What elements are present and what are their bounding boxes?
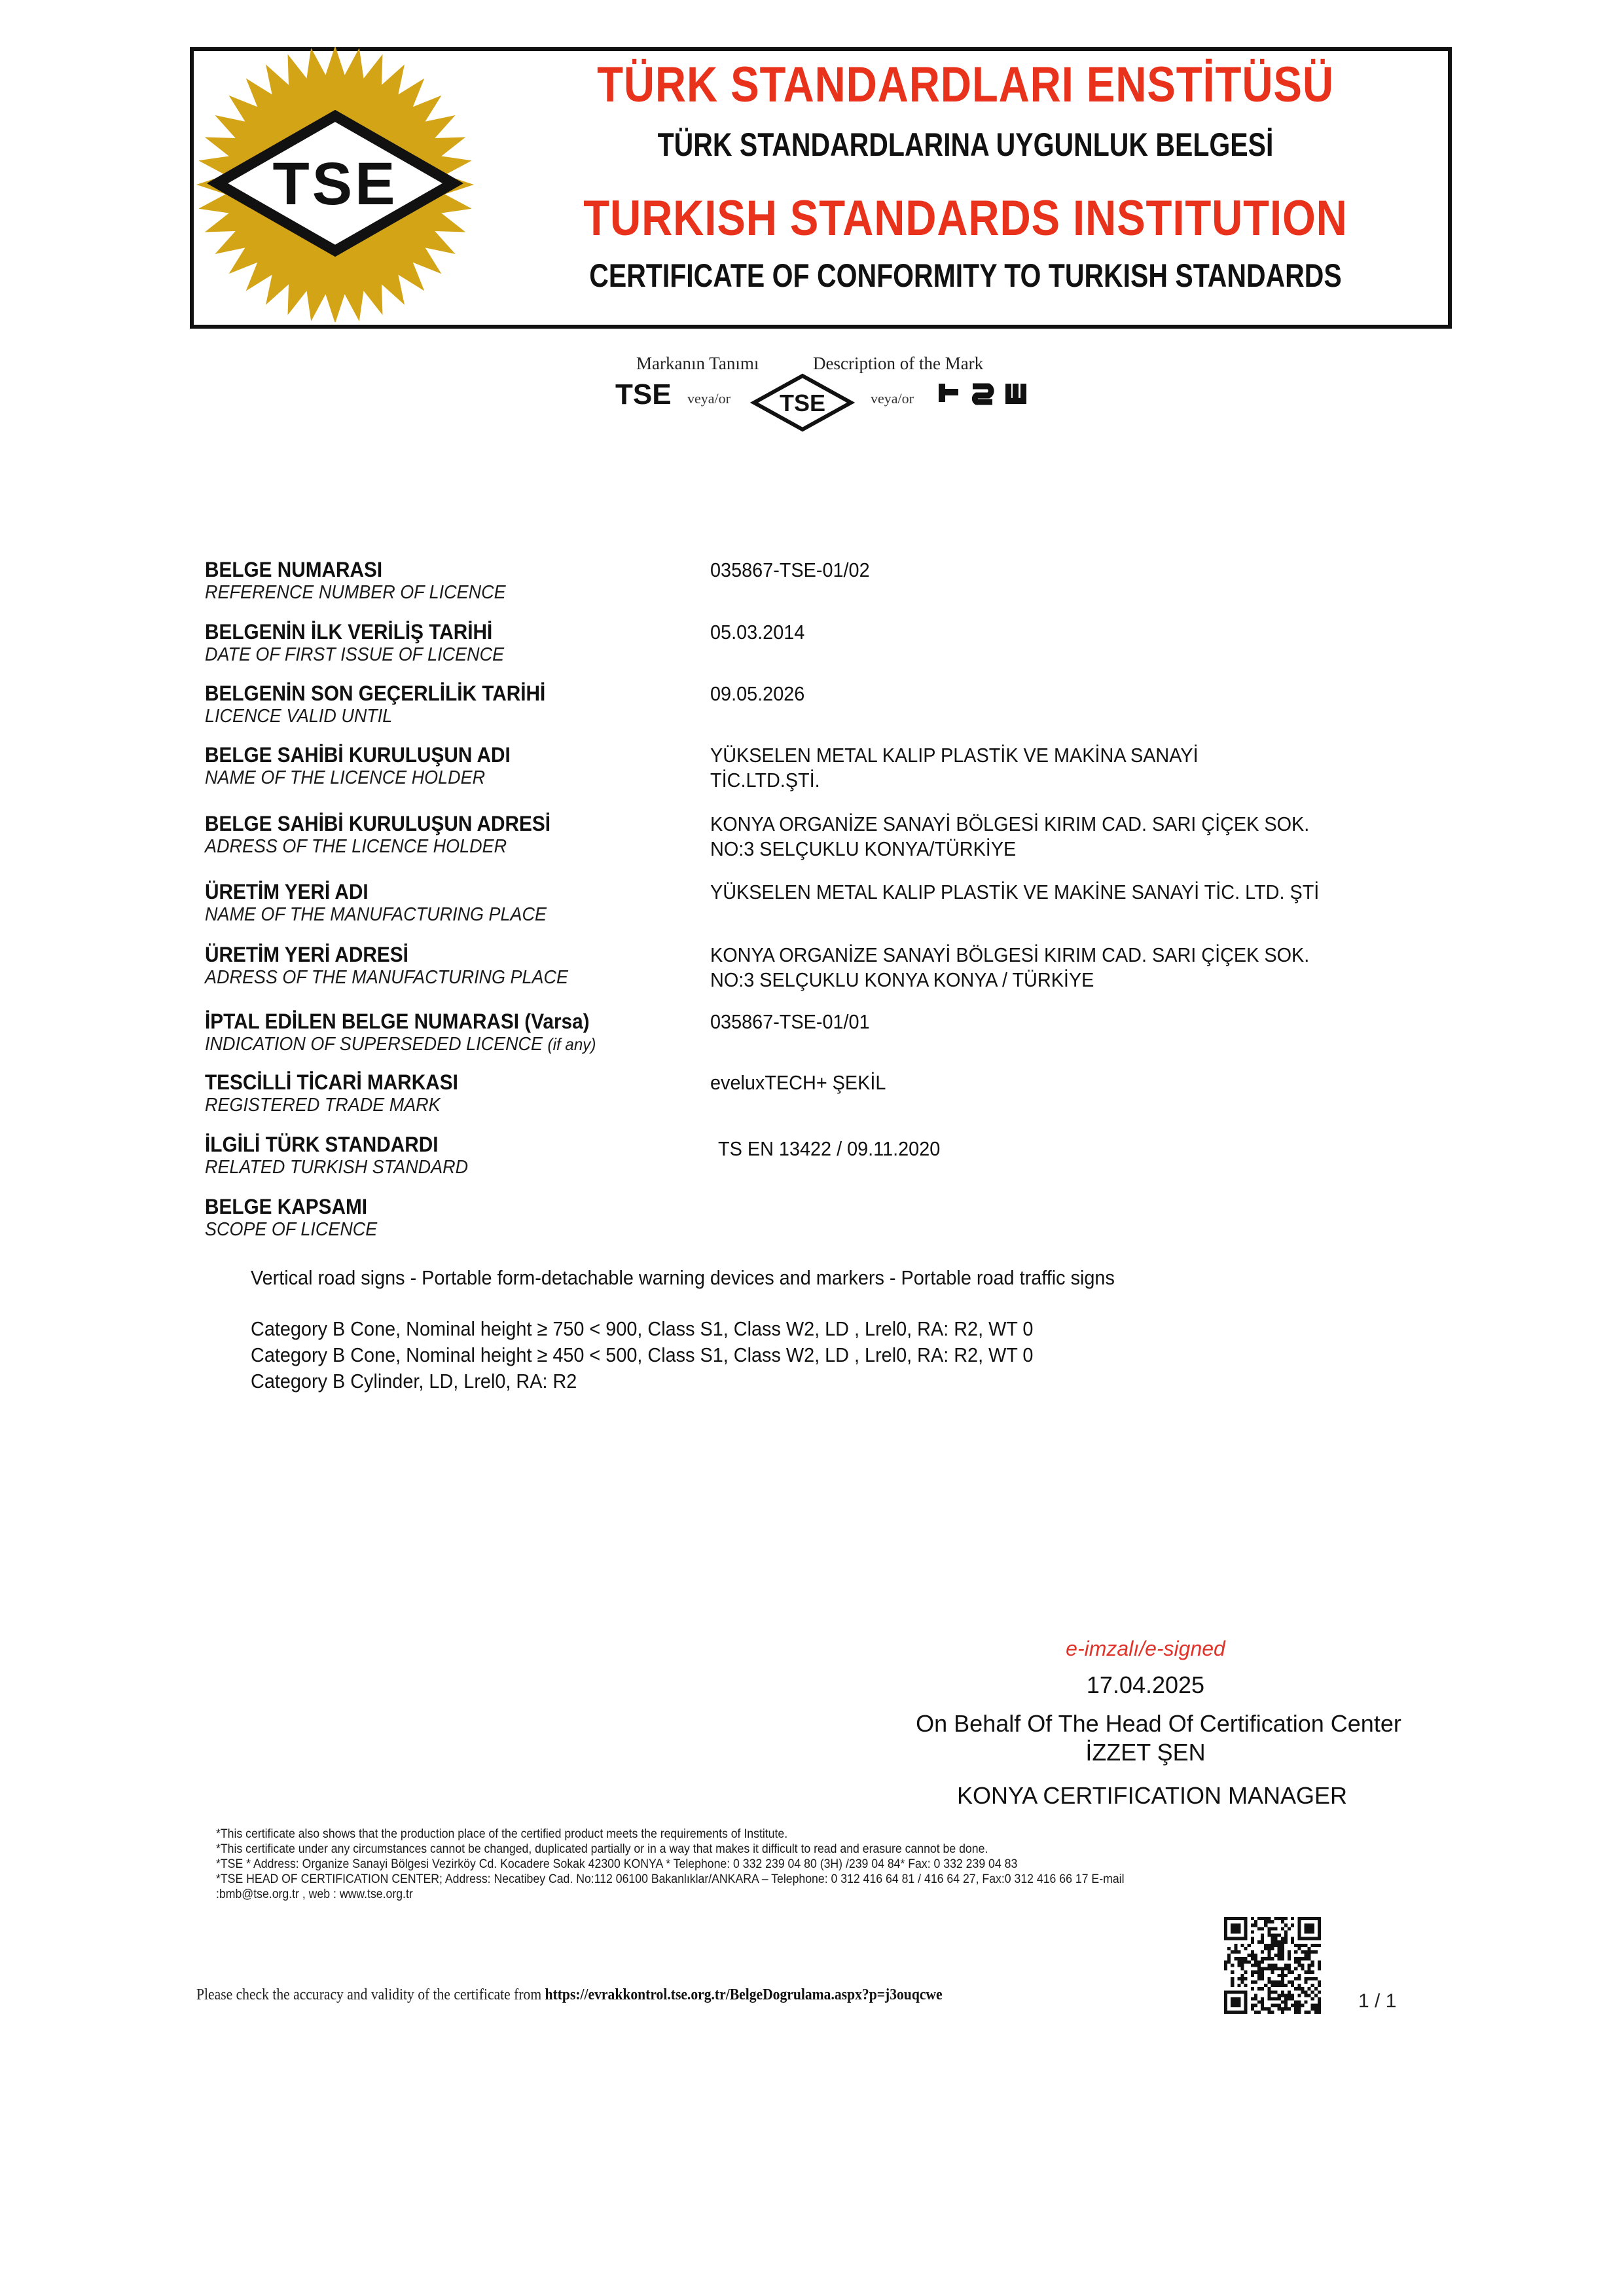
label-suffix: (Varsa) bbox=[524, 1010, 590, 1033]
signature-date: 17.04.2025 bbox=[1086, 1671, 1205, 1698]
tse-rotated-mark-icon bbox=[937, 381, 1029, 410]
field-trade-mark bbox=[205, 1070, 1449, 1116]
field-label-tr: İLGİLİ TÜRK STANDARDI bbox=[205, 1133, 439, 1156]
field-label-en: REFERENCE NUMBER OF LICENCE bbox=[205, 582, 506, 603]
field-value bbox=[718, 1137, 940, 1161]
scope-item: Category B Cone, Nominal height ≥ 750 < 900, Class S1, Class W2, LD , Lrel0, RA: R2, WT 0 bbox=[251, 1317, 1034, 1340]
title-en: TURKISH STANDARDS INSTITUTION bbox=[583, 191, 1348, 246]
field-label-en: NAME OF THE MANUFACTURING PLACE bbox=[205, 904, 547, 925]
field-first-issue-date bbox=[205, 620, 1449, 666]
footnote: *This certificate also shows that the production place of the certified product meets the requirements of Institute. bbox=[216, 1827, 788, 1841]
value-line: 05.03.2014 bbox=[710, 621, 805, 644]
footnote: *TSE HEAD OF CERTIFICATION CENTER; Address: Necatibey Cad. No:112 06100 Bakanlıklar/ANKARA – Telephone: 0 312 416 64 81 / 416 64 27, Fax:0 312 416 66 17 E-mail bbox=[216, 1872, 1125, 1886]
scope-item: Category B Cone, Nominal height ≥ 450 < 500, Class S1, Class W2, LD , Lrel0, RA: R2, WT 0 bbox=[251, 1343, 1034, 1366]
svg-text:TSE: TSE bbox=[272, 151, 398, 217]
value-line: 09.05.2026 bbox=[710, 682, 805, 705]
tse-seal-icon bbox=[190, 47, 478, 322]
signatory-title: KONYA CERTIFICATION MANAGER bbox=[956, 1782, 1348, 1809]
field-value bbox=[710, 880, 1319, 905]
field-related-standard bbox=[205, 1133, 1449, 1178]
field-label-en: ADRESS OF THE MANUFACTURING PLACE bbox=[205, 967, 568, 988]
field-label-tr: BELGE SAHİBİ KURULUŞUN ADI bbox=[205, 743, 511, 767]
field-label-en bbox=[205, 1033, 1362, 1055]
signatory-name: İZZET ŞEN bbox=[1085, 1739, 1206, 1766]
field-value bbox=[710, 943, 1309, 993]
field-label-en: NAME OF THE LICENCE HOLDER bbox=[205, 767, 486, 788]
field-label-en: RELATED TURKISH STANDARD bbox=[205, 1157, 469, 1178]
field-label-en: LICENCE VALID UNTIL bbox=[205, 706, 393, 727]
field-value bbox=[710, 743, 1199, 793]
value-line: 035867-TSE-01/01 bbox=[710, 1010, 870, 1033]
mark-label-en: Description of the Mark bbox=[813, 354, 984, 373]
value-line: NO:3 SELÇUKLU KONYA/TÜRKİYE bbox=[710, 837, 1017, 860]
field-reference-number bbox=[205, 558, 1449, 604]
field-manufacturing-place-name bbox=[205, 880, 1449, 926]
mark-or-1: veya/or bbox=[687, 390, 731, 407]
mark-variant-text: TSE bbox=[615, 378, 672, 410]
field-label-tr: ÜRETİM YERİ ADRESİ bbox=[205, 943, 408, 966]
value-line: YÜKSELEN METAL KALIP PLASTİK VE MAKİNE SANAYİ TİC. LTD. ŞTİ bbox=[710, 881, 1320, 903]
svg-text:TSE: TSE bbox=[779, 390, 826, 416]
field-licence-holder-address bbox=[205, 812, 1449, 858]
header-titles bbox=[484, 47, 1447, 322]
field-scope-of-licence bbox=[205, 1195, 1449, 1241]
field-label-en: DATE OF FIRST ISSUE OF LICENCE bbox=[205, 644, 505, 665]
field-value bbox=[710, 1010, 870, 1034]
value-line: eveluxTECH+ ŞEKİL bbox=[710, 1071, 886, 1094]
footnote-contact: :bmb@tse.org.tr , web : www.tse.org.tr bbox=[216, 1887, 413, 1901]
field-label-tr: ÜRETİM YERİ ADI bbox=[205, 880, 369, 903]
scope-item: Category B Cylinder, LD, Lrel0, RA: R2 bbox=[251, 1370, 577, 1393]
esigned-label: e-imzalı/e-signed bbox=[1066, 1637, 1225, 1660]
signature-on-behalf: On Behalf Of The Head Of Certification Center bbox=[916, 1710, 1401, 1737]
value-line: KONYA ORGANİZE SANAYİ BÖLGESİ KIRIM CAD. SARI ÇİÇEK SOK. bbox=[710, 812, 1310, 835]
value-line: TS EN 13422 / 09.11.2020 bbox=[718, 1137, 941, 1160]
subtitle-en: CERTIFICATE OF CONFORMITY TO TURKISH STANDARDS bbox=[589, 257, 1342, 294]
mark-description bbox=[602, 347, 1047, 419]
label-main: İPTAL EDİLEN BELGE NUMARASI bbox=[205, 1010, 520, 1033]
mark-or-2: veya/or bbox=[871, 390, 914, 407]
label-suffix: (if any) bbox=[547, 1034, 596, 1054]
field-value bbox=[710, 558, 870, 583]
field-label-tr: BELGE KAPSAMI bbox=[205, 1195, 368, 1218]
value-line: 035867-TSE-01/02 bbox=[710, 558, 870, 581]
field-label-tr: BELGENİN İLK VERİLİŞ TARİHİ bbox=[205, 620, 493, 644]
field-valid-until bbox=[205, 682, 1449, 727]
page-number: 1 / 1 bbox=[1358, 1990, 1397, 2012]
field-value bbox=[710, 1070, 886, 1095]
field-label-en: ADRESS OF THE LICENCE HOLDER bbox=[205, 836, 507, 857]
title-tr: TÜRK STANDARDLARI ENSTİTÜSÜ bbox=[597, 57, 1334, 113]
field-licence-holder-name bbox=[205, 743, 1449, 792]
verification-text: Please check the accuracy and validity of the certificate from bbox=[196, 1986, 545, 2003]
field-manufacturing-place-address bbox=[205, 943, 1449, 989]
footnote: *This certificate under any circumstances cannot be changed, duplicated partially or in a way that makes it difficult to read and erasure cannot be done. bbox=[216, 1842, 988, 1856]
verification-line bbox=[196, 1986, 943, 2004]
field-label-tr: BELGENİN SON GEÇERLİLİK TARİHİ bbox=[205, 682, 546, 705]
field-label-tr: BELGE SAHİBİ KURULUŞUN ADRESİ bbox=[205, 812, 550, 835]
value-line: KONYA ORGANİZE SANAYİ BÖLGESİ KIRIM CAD. SARI ÇİÇEK SOK. bbox=[710, 943, 1310, 966]
value-line: TİC.LTD.ŞTİ. bbox=[710, 769, 820, 792]
verification-url[interactable]: https://evrakkontrol.tse.org.tr/BelgeDogrulama.aspx?p=j3ouqcwe bbox=[545, 1986, 943, 2003]
value-line: YÜKSELEN METAL KALIP PLASTİK VE MAKİNA SANAYİ bbox=[710, 744, 1199, 767]
tse-diamond-mark-icon bbox=[750, 373, 855, 432]
field-label-en: SCOPE OF LICENCE bbox=[205, 1219, 378, 1240]
scope-summary: Vertical road signs - Portable form-detachable warning devices and markers - Portable road traffic signs bbox=[251, 1266, 1115, 1289]
field-label-tr: TESCİLLİ TİCARİ MARKASI bbox=[205, 1070, 458, 1094]
field-superseded-licence bbox=[205, 1010, 1449, 1055]
field-value bbox=[710, 620, 804, 645]
field-label-en: REGISTERED TRADE MARK bbox=[205, 1095, 441, 1116]
subtitle-tr: TÜRK STANDARDLARINA UYGUNLUK BELGESİ bbox=[657, 126, 1274, 163]
footnote: *TSE * Address: Organize Sanayi Bölgesi Vezirköy Cd. Kocadere Sokak 42300 KONYA * Telephone: 0 332 239 04 80 (3H) /239 04 84* Fax: 0 332 239 04 83 bbox=[216, 1857, 1018, 1871]
value-line: NO:3 SELÇUKLU KONYA KONYA / TÜRKİYE bbox=[710, 968, 1094, 991]
qr-code-icon[interactable] bbox=[1224, 1917, 1321, 2014]
mark-label-tr: Markanın Tanımı bbox=[636, 354, 759, 373]
field-value bbox=[710, 812, 1309, 862]
field-value bbox=[710, 682, 804, 706]
label-main: INDICATION OF SUPERSEDED LICENCE bbox=[205, 1034, 543, 1055]
field-label-tr: BELGE NUMARASI bbox=[205, 558, 383, 581]
